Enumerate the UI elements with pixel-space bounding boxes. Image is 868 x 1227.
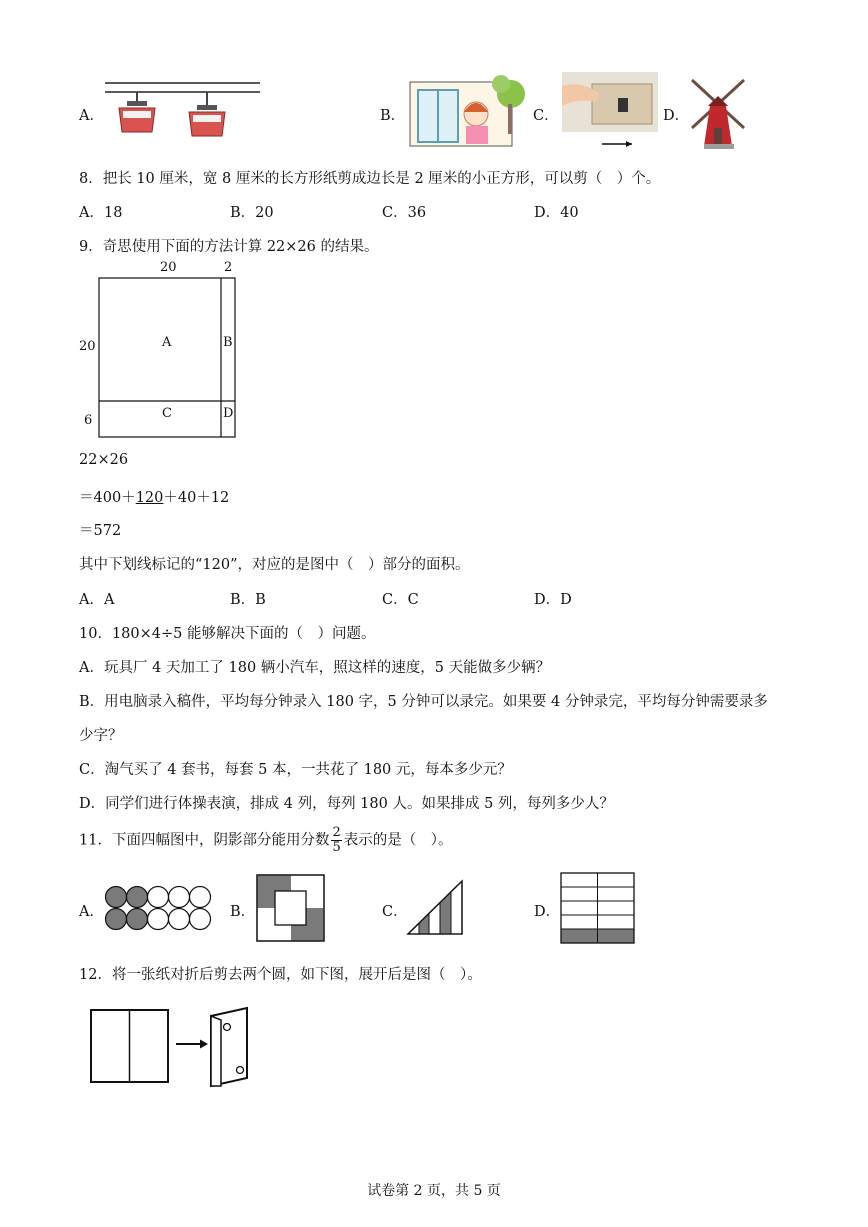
- circles-figure: [104, 884, 212, 934]
- figure-top-label-2: 2: [224, 260, 233, 275]
- fraction-two-fifths: [331, 826, 341, 855]
- q10-option-c[interactable]: C．淘气买了 4 套书，每套 5 本，一共花了 180 元，每本多少元？: [79, 762, 512, 778]
- calc-line-2: [79, 486, 229, 507]
- q8-option-a[interactable]: A．18: [79, 205, 123, 221]
- folded-paper-figure: [90, 1006, 255, 1088]
- page-footer: 试卷第 2 页，共 5 页: [367, 1183, 501, 1199]
- fraction-numerator: 2: [332, 825, 341, 840]
- q12-stem: 12．将一张纸对折后剪去两个圆，如下图，展开后是图（ ）。: [79, 967, 482, 983]
- q8-option-b[interactable]: B．20: [230, 205, 274, 221]
- windmill-picture: [686, 72, 750, 150]
- region-b-label: B: [223, 335, 233, 350]
- calc-underlined-120: 120: [135, 490, 164, 506]
- q7-option-c-label[interactable]: C．: [533, 108, 559, 124]
- q11-stem-post: 表示的是（ ）。: [343, 832, 453, 849]
- q9-option-a[interactable]: A．A: [79, 592, 115, 608]
- q9-option-b[interactable]: B．B: [230, 592, 266, 608]
- girl-at-window-picture: [408, 72, 528, 148]
- q8-option-c[interactable]: C．36: [382, 205, 427, 221]
- q9-question: 其中下划线标记的“120”，对应的是图中（ ）部分的面积。: [79, 557, 470, 573]
- q11-option-c-label[interactable]: C．: [382, 904, 408, 920]
- region-c-label: C: [162, 406, 172, 421]
- q11-stem: [79, 826, 452, 855]
- figure-top-label-20: 20: [160, 260, 177, 275]
- q7-option-b-label[interactable]: B．: [380, 108, 406, 124]
- q10-option-d[interactable]: D．同学们进行体操表演，排成 4 列，每列 180 人。如果排成 5 列，每列多少人？: [79, 796, 614, 812]
- q11-option-a-label[interactable]: A．: [79, 904, 104, 920]
- nested-squares-figure: [256, 874, 326, 942]
- q10-option-b-continued[interactable]: 少字？: [79, 728, 123, 744]
- q11-option-d-label[interactable]: D．: [534, 904, 561, 920]
- calc-line-2-pre: ＝400＋: [79, 490, 136, 506]
- q11-option-b-label[interactable]: B．: [230, 904, 256, 920]
- q8-stem: 8．把长 10 厘米，宽 8 厘米的长方形纸剪成边长是 2 厘米的小正方形，可以剪（ ）个。: [79, 171, 661, 187]
- cable-car-picture: [105, 78, 265, 140]
- figure-side-label-6: 6: [84, 413, 93, 428]
- pushing-drawer-picture: [562, 72, 660, 152]
- region-a-label: A: [162, 335, 172, 350]
- q7-option-d-label[interactable]: D．: [663, 108, 690, 124]
- q7-option-a-label[interactable]: A．: [79, 108, 104, 124]
- q11-stem-pre: 11．下面四幅图中，阴影部分能用分数: [79, 832, 330, 849]
- q8-option-d[interactable]: D．40: [534, 205, 579, 221]
- grid-rows-figure: [560, 872, 636, 944]
- calc-line-2-post: ＋40＋12: [163, 490, 230, 506]
- q10-stem: 10．180×4÷5 能够解决下面的（ ）问题。: [79, 626, 376, 642]
- calc-line-3: ＝572: [79, 523, 122, 539]
- q10-option-b[interactable]: B．用电脑录入稿件，平均每分钟录入 180 字，5 分钟可以录完。如果要 4 分钟录完，平均每分钟需要录多: [79, 694, 768, 710]
- figure-side-label-20: 20: [79, 339, 96, 354]
- triangle-figure: [407, 880, 465, 936]
- q9-option-c[interactable]: C．C: [382, 592, 419, 608]
- q9-option-d[interactable]: D．D: [534, 592, 572, 608]
- region-d-label: D: [223, 406, 234, 421]
- fraction-denominator: 5: [332, 840, 341, 855]
- calc-line-1: 22×26: [79, 452, 129, 468]
- q9-stem: 9．奇思使用下面的方法计算 22×26 的结果。: [79, 239, 379, 255]
- q10-option-a[interactable]: A．玩具厂 4 天加工了 180 辆小汽车，照这样的速度，5 天能做多少辆？: [79, 660, 551, 676]
